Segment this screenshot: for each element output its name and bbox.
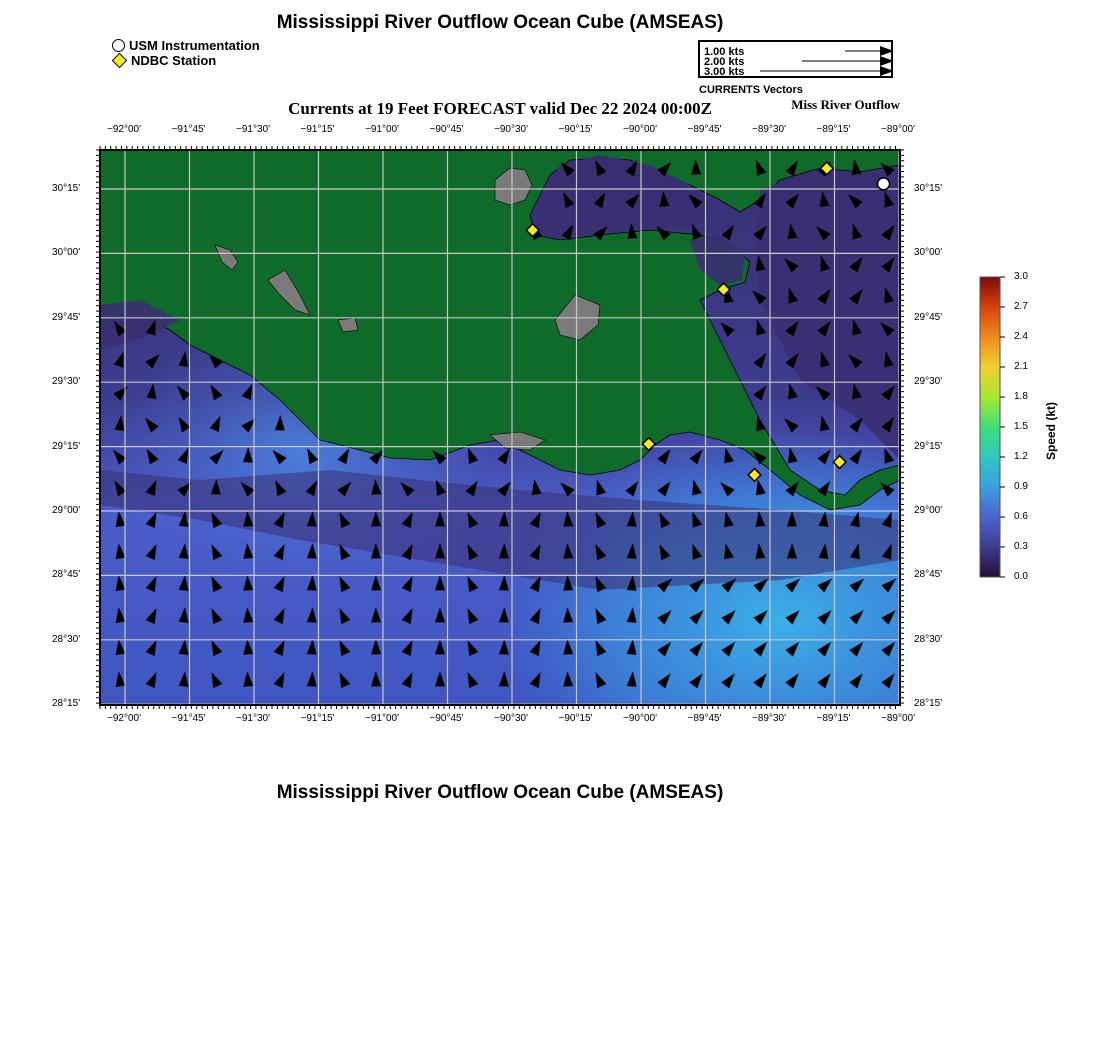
- lon-tick-label: −91°15': [300, 124, 335, 135]
- colorbar-tick-label: 0.6: [1014, 511, 1028, 522]
- lon-tick-label: −91°15': [300, 713, 335, 724]
- lat-tick-label: 30°15': [914, 183, 943, 194]
- lon-tick-label: −90°15': [558, 124, 593, 135]
- lon-tick-label: −92°00': [107, 124, 141, 135]
- vector-legend-caption: CURRENTS Vectors: [699, 84, 803, 96]
- colorbar-tick-label: 0.9: [1014, 481, 1028, 492]
- lon-tick-label: −90°30': [494, 124, 528, 135]
- lon-tick-label: −89°00': [881, 124, 915, 135]
- lat-tick-label: 30°00': [914, 247, 943, 259]
- lon-tick-label: −91°30': [236, 124, 270, 135]
- lon-tick-label: −91°00': [365, 124, 399, 135]
- lon-tick-label: −91°00': [365, 713, 399, 724]
- lat-tick-label: 29°30': [914, 376, 943, 388]
- lon-tick-label: −90°00': [623, 124, 657, 135]
- lat-tick-label: 30°15': [52, 183, 81, 194]
- ndbc-legend-label: NDBC Station: [131, 53, 217, 68]
- colorbar-tick-label: 0.0: [1014, 571, 1028, 582]
- page-title: Mississippi River Outflow Ocean Cube (AMSEAS): [276, 12, 724, 33]
- lon-tick-label: −89°00': [881, 713, 915, 724]
- lon-tick-label: −91°30': [236, 713, 270, 724]
- colorbar-tick-label: 2.7: [1014, 301, 1028, 312]
- lon-tick-label: −90°00': [623, 713, 657, 724]
- colorbar-tick-label: 2.4: [1014, 331, 1028, 342]
- colorbar-tick-label: 3.0: [1014, 271, 1028, 282]
- lat-tick-label: 29°00': [52, 505, 81, 516]
- lat-tick-label: 28°15': [914, 698, 943, 710]
- usm-legend-label: USM Instrumentation: [129, 38, 260, 53]
- lon-tick-label: −92°00': [107, 713, 141, 724]
- lon-tick-label: −90°45': [429, 713, 464, 724]
- colorbar-title: Speed (kt): [1044, 401, 1058, 460]
- colorbar-tick-label: 1.8: [1014, 391, 1028, 402]
- lat-tick-label: 29°15': [52, 440, 81, 452]
- lat-tick-label: 28°15': [52, 698, 81, 710]
- colorbar-tick-label: 0.3: [1014, 541, 1028, 552]
- lon-tick-label: −89°15': [816, 713, 851, 724]
- lat-tick-label: 29°00': [914, 505, 943, 516]
- lat-tick-label: 28°30': [52, 633, 81, 645]
- lon-tick-label: −89°30': [752, 713, 786, 724]
- lon-tick-label: −91°45': [171, 713, 206, 724]
- lat-tick-label: 29°45': [914, 311, 943, 323]
- lon-tick-label: −89°30': [752, 124, 786, 135]
- lat-tick-label: 28°30': [914, 633, 943, 645]
- vector-legend-row-3: 3.00 kts: [704, 66, 745, 78]
- colorbar-tick-label: 1.5: [1014, 421, 1028, 432]
- lat-tick-label: 28°45': [914, 569, 943, 581]
- lon-tick-label: −89°15': [816, 124, 851, 135]
- colorbar-tick-label: 2.1: [1014, 361, 1028, 372]
- second-page-title: Mississippi River Outflow Ocean Cube (AMSEAS): [276, 782, 724, 803]
- lat-tick-label: 30°00': [52, 247, 81, 259]
- lon-tick-label: −89°45': [687, 124, 722, 135]
- lon-tick-label: −89°45': [687, 713, 722, 724]
- lat-tick-label: 29°45': [52, 311, 81, 323]
- speed-colorbar: [980, 277, 1000, 577]
- colorbar-tick-label: 1.2: [1014, 451, 1028, 462]
- lat-tick-label: 29°30': [52, 376, 81, 388]
- lat-tick-label: 29°15': [914, 440, 943, 452]
- lon-tick-label: −91°45': [171, 124, 206, 135]
- lon-tick-label: −90°45': [429, 124, 464, 135]
- map-subtitle: Currents at 19 Feet FORECAST valid Dec 22 2024 00:00Z: [288, 99, 712, 118]
- lon-tick-label: −90°15': [558, 713, 593, 724]
- map-corner-label: Miss River Outflow: [791, 97, 900, 112]
- vector-legend-row-2: 2.00 kts: [704, 56, 745, 68]
- lat-tick-label: 28°45': [52, 569, 81, 581]
- usm-station-marker[interactable]: [878, 178, 890, 190]
- lon-tick-label: −90°30': [494, 713, 528, 724]
- vector-legend-row-1: 1.00 kts: [704, 46, 745, 58]
